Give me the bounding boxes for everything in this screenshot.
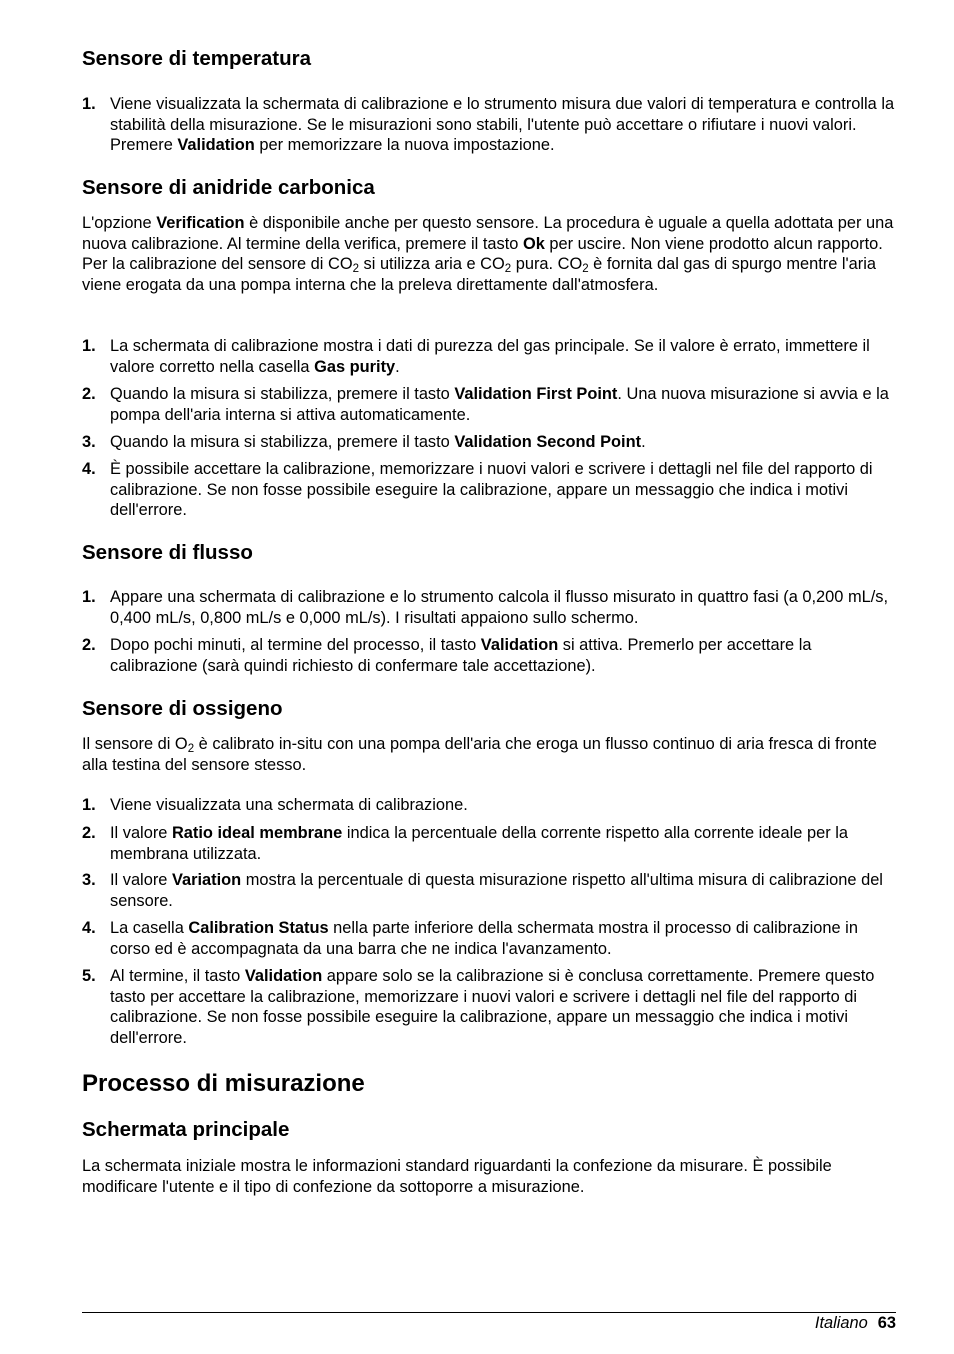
list-item [82,432,896,453]
step-number: 2. [82,824,96,842]
step-text: Al termine, il tasto Validation appare solo se la calibrazione si è conclusa correttamente. Premere questo tasto per accettare la calibrazione, memorizzare i nuovi valori e scrivere i dettagli nel file del rapporto di calibrazione. Se non fosse possibile eseguire la calibrazione, appare un messaggio che indica i motivi dell'errore. [110,967,875,1047]
step-number: 3. [82,433,96,451]
step-number: 5. [82,967,96,985]
step-number: 2. [82,385,96,403]
step-number: 1. [82,588,96,606]
list-item [82,966,896,1048]
co2-intro-paragraph: L'opzione Verification è disponibile anche per questo sensore. La procedura è uguale a quella adottata per una nuova calibrazione. Al termine della verifica, premere il tasto Ok per uscire. Non viene prodotto alcun rapporto. Per la calibrazione del sensore di $CO_2$ si utilizza aria e $CO_2$ pura. $CO_2$ è fornita dal gas di spurgo mentre l'aria viene erogata da una pompa interna che la preleva direttamente dall'atmosfera. [82,214,894,294]
oxygen-intro-paragraph: Il sensore di $O_2$ è calibrato in-situ con una pompa dell'aria che eroga un flusso continuo di aria fresca di fronte alla testina del sensore stesso. [82,735,877,774]
step-text: Appare una schermata di calibrazione e lo strumento calcola il flusso misurato in quattro fasi (a 0,200 mL/s, 0,400 mL/s, 0,800 mL/s e 0,000 mL/s). I risultati appaiono sullo schermo. [110,588,889,627]
step-number: 4. [82,919,96,937]
list-item [82,870,896,911]
step-number: 1. [82,337,96,355]
section-heading-main-screen: Schermata principale [82,1118,290,1141]
footer-divider [82,1312,896,1313]
main-screen-paragraph: La schermata iniziale mostra le informazioni standard riguardanti la confezione da misurare. È possibile modificare l'utente e il tipo di confezione da sottoporre a misurazione. [82,1157,832,1196]
page-footer [815,1313,896,1333]
list-item [82,587,896,628]
list-item [82,823,896,864]
page-number: 63 [877,1314,896,1332]
step-number: 1. [82,796,96,814]
list-item [82,336,896,377]
list-item [82,795,896,816]
step-number: 1. [82,95,96,113]
step-text: Il valore Ratio ideal membrane indica la percentuale della corrente rispetto alla corrente ideale per la membrana utilizzata. [110,824,848,863]
list-item [82,94,896,156]
step-text: Viene visualizzata una schermata di calibrazione. [110,796,468,814]
chapter-heading: Processo di misurazione [82,1070,365,1097]
step-text: Quando la misura si stabilizza, premere il tasto Validation Second Point. [110,433,646,451]
list-item [82,918,896,959]
step-text: Il valore Variation mostra la percentuale di questa misurazione rispetto all'ultima misura di calibrazione del sensore. [110,871,883,910]
step-text: È possibile accettare la calibrazione, memorizzare i nuovi valori e scrivere i dettagli nel file del rapporto di calibrazione. Se non fosse possibile eseguire la calibrazione, appare un messaggio che indica i motivi dell'errore. [110,460,873,520]
step-text: Dopo pochi minuti, al termine del processo, il tasto Validation si attiva. Premerlo per accettare la calibrazione (sarà quindi richiesto di confermare tale accettazione). [110,636,812,675]
step-number: 2. [82,636,96,654]
section-heading-flow: Sensore di flusso [82,541,253,564]
step-text: La casella Calibration Status nella parte inferiore della schermata mostra il processo di calibrazione in corso ed è accompagnata da una barra che ne indica l'avanzamento. [110,919,858,958]
footer-language: Italiano [814,1314,868,1332]
list-item [82,384,896,425]
section-heading-temperature: Sensore di temperatura [82,47,311,70]
step-text: Quando la misura si stabilizza, premere il tasto Validation First Point. Una nuova misurazione si avvia e la pompa dell'aria interna si attiva automaticamente. [110,385,889,424]
section-heading-co2: Sensore di anidride carbonica [82,176,375,199]
list-item [82,635,896,676]
step-number: 3. [82,871,96,889]
step-text: La schermata di calibrazione mostra i dati di purezza del gas principale. Se il valore è errato, immettere il valore corretto nella casella Gas purity. [110,337,870,376]
step-text: Viene visualizzata la schermata di calibrazione e lo strumento misura due valori di temperatura e controlla la stabilità della misurazione. Se le misurazioni sono stabili, l'utente può accettare o rifiutare i nuovi valori. Premere Validation per memorizzare la nuova impostazione. [110,95,895,155]
section-heading-oxygen: Sensore di ossigeno [82,697,283,720]
step-number: 4. [82,460,96,478]
list-item [82,459,896,521]
